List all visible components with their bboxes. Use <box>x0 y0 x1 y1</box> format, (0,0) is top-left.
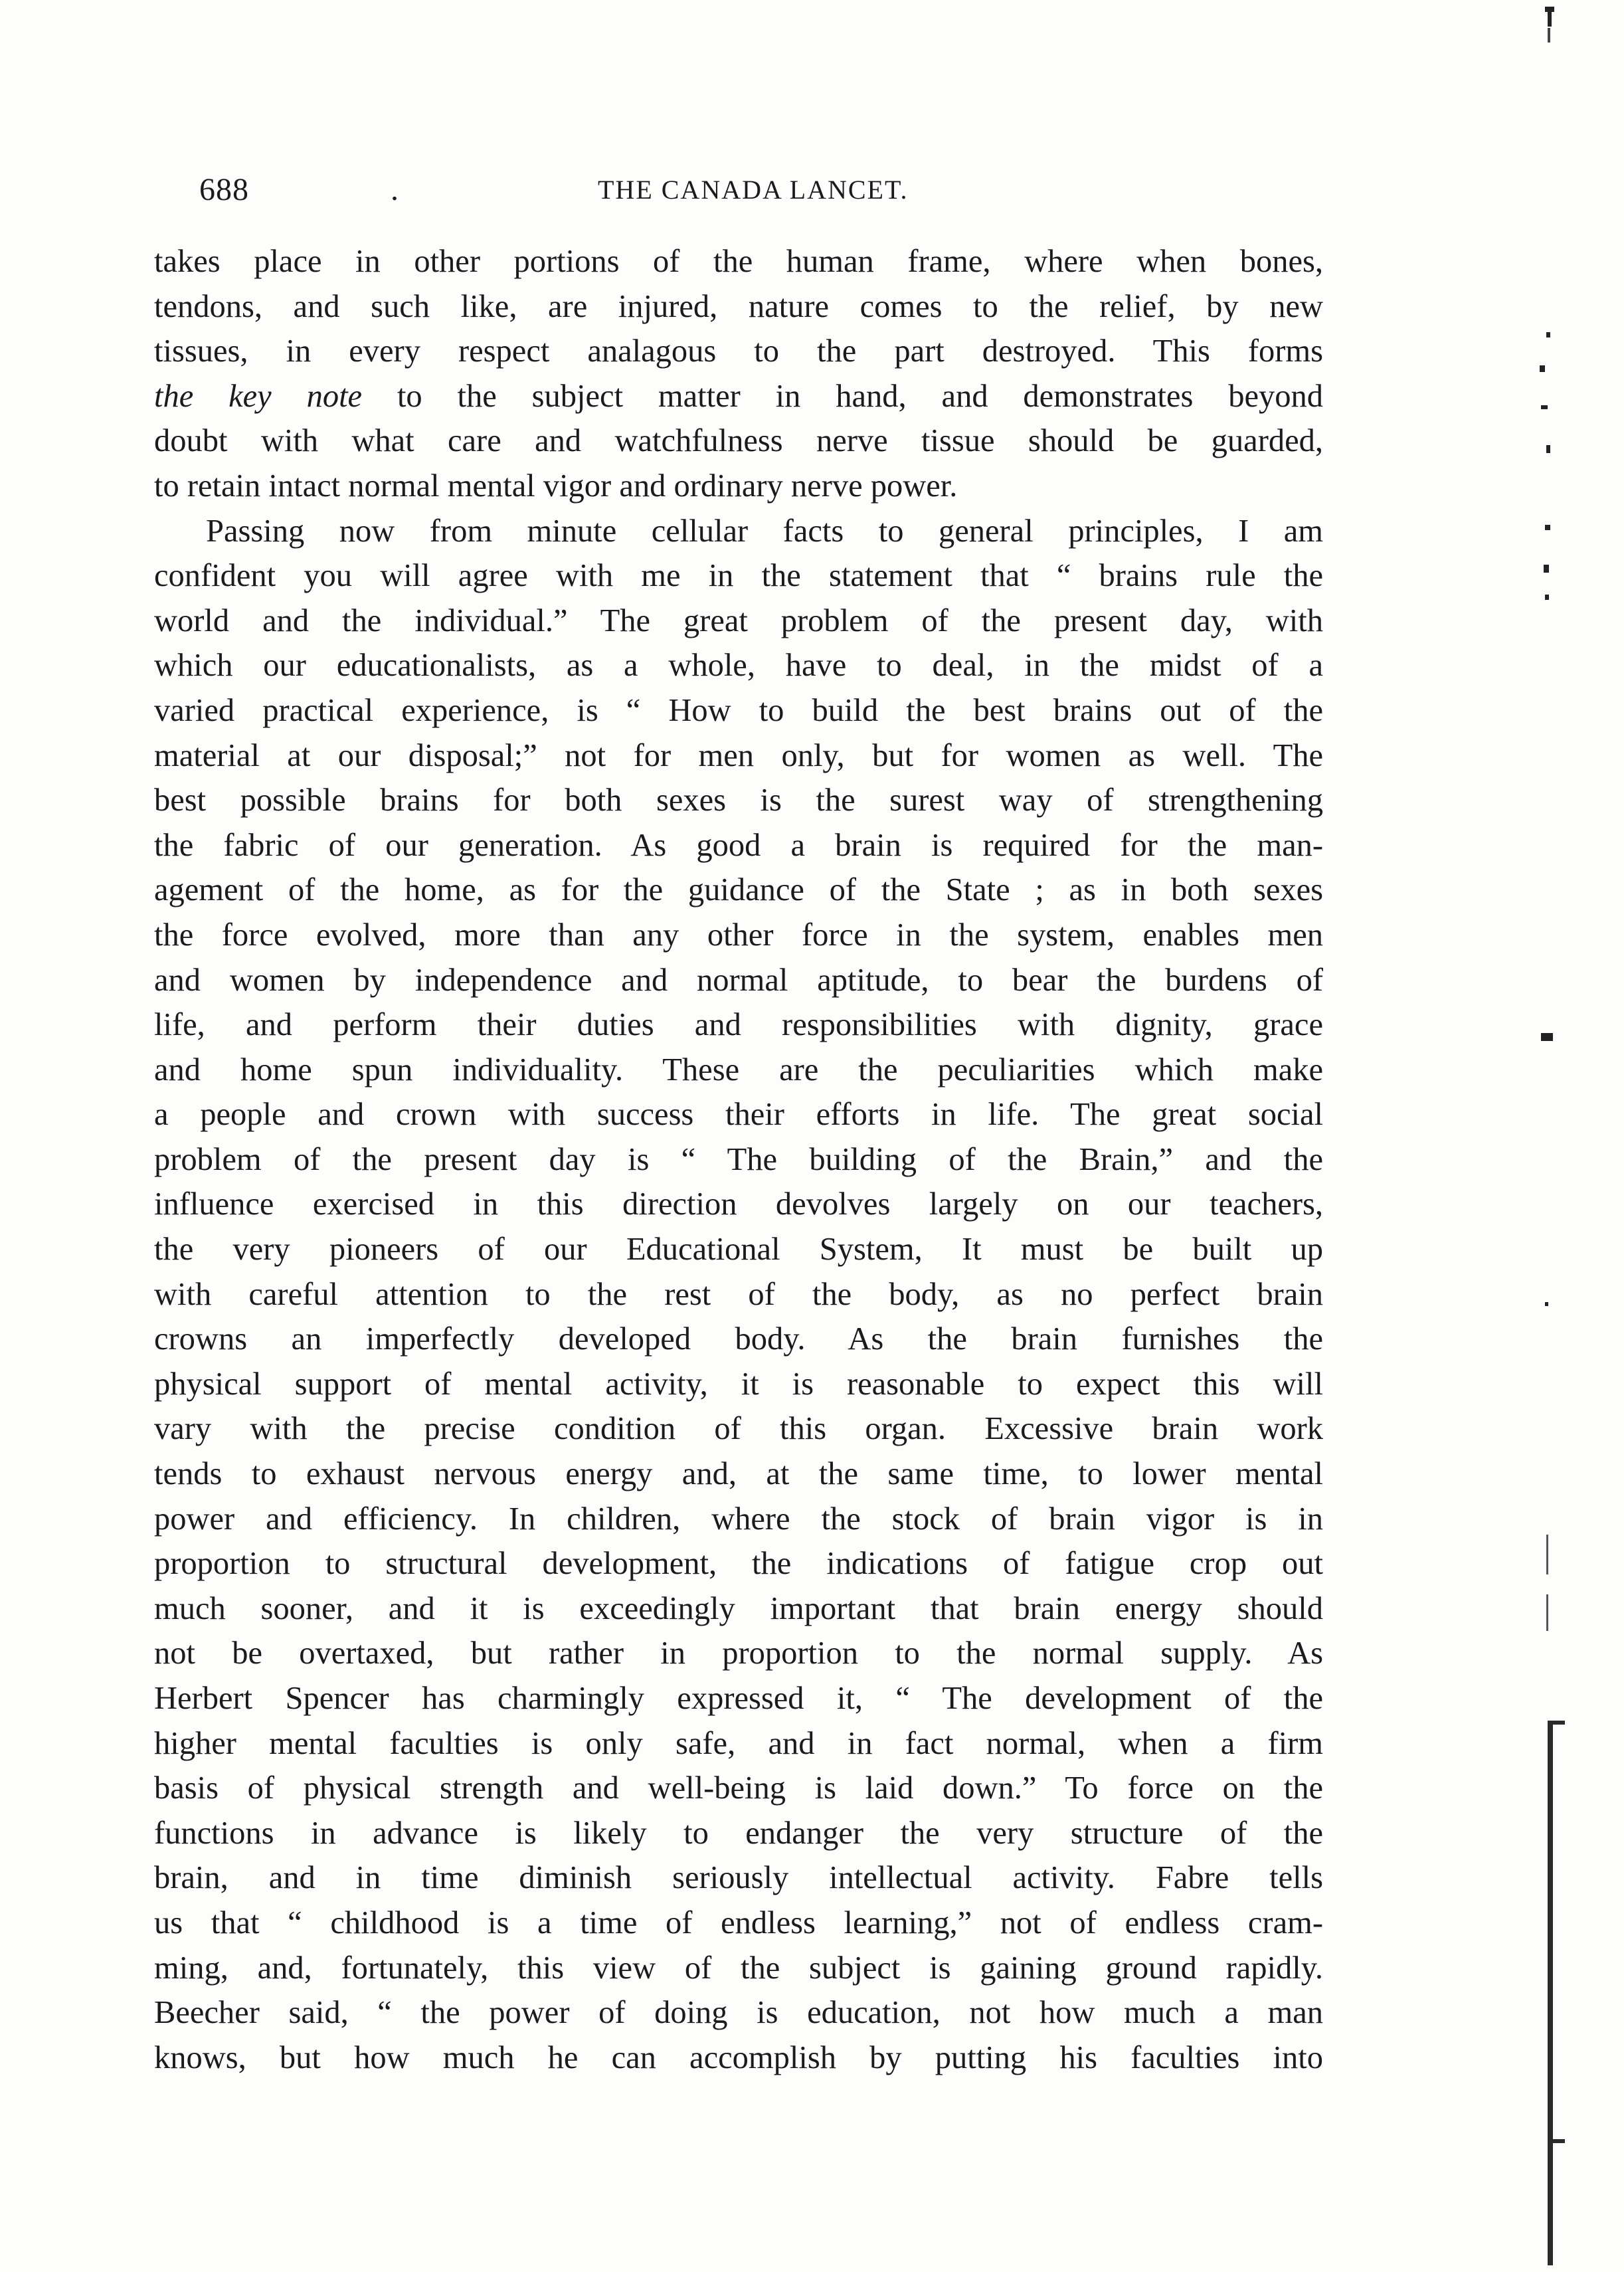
text-line: tends to exhaust nervous energy and, at the same time, to lower mental <box>154 1456 1323 1492</box>
text-line: the very pioneers of our Educational System, It must be built up <box>154 1232 1323 1268</box>
scan-artifact-mark <box>1540 365 1545 372</box>
scan-artifact-mark <box>1545 525 1550 530</box>
text-line: functions in advance is likely to endanger the very structure of the <box>154 1815 1323 1851</box>
text-line: us that “ childhood is a time of endless learning,” not of endless cram- <box>154 1905 1323 1941</box>
text-line: influence exercised in this direction devolves largely on our teachers, <box>154 1186 1323 1222</box>
text-line: life, and perform their duties and responsibilities with dignity, grace <box>154 1007 1323 1043</box>
scan-artifact-mark <box>1545 1302 1548 1306</box>
page-header <box>199 171 1328 218</box>
text-line: material at our disposal;” not for men only, but for women as well. The <box>154 737 1323 773</box>
text-line: varied practical experience, is “ How to build the best brains out of the <box>154 692 1323 728</box>
text-line: higher mental faculties is only safe, and in fact normal, when a firm <box>154 1725 1323 1761</box>
text-line: not be overtaxed, but rather in proportion to the normal supply. As <box>154 1636 1323 1671</box>
text-line: the force evolved, more than any other force in the system, enables men <box>154 917 1323 953</box>
text-line: much sooner, and it is exceedingly important that brain energy should <box>154 1590 1323 1626</box>
text-line: best possible brains for both sexes is the surest way of strengthening <box>154 783 1323 818</box>
scan-margin-bar-notch <box>1548 2139 1565 2143</box>
text-line: Beecher said, “ the power of doing is education, not how much a man <box>154 1995 1323 2031</box>
text-line: problem of the present day is “ The building of the Brain,” and the <box>154 1141 1323 1177</box>
scan-artifact-mark <box>1541 1033 1553 1041</box>
text-line: brain, and in time diminish seriously intellectual activity. Fabre tells <box>154 1860 1323 1896</box>
scan-margin-bar-notch <box>1548 1721 1565 1725</box>
text-line: tendons, and such like, are injured, nature comes to the relief, by new <box>154 288 1323 324</box>
text-line: crowns an imperfectly developed body. As the brain furnishes the <box>154 1321 1323 1357</box>
text-line: which our educationalists, as a whole, have to deal, in the midst of a <box>154 648 1323 684</box>
scan-artifact-mark <box>1548 28 1550 43</box>
text-line: physical support of mental activity, it is reasonable to expect this will <box>154 1366 1323 1402</box>
scan-margin-bar <box>1548 1721 1553 2265</box>
text-line: and home spun individuality. These are the peculiarities which make <box>154 1052 1323 1088</box>
scan-artifact-mark <box>1545 595 1549 600</box>
text-line: takes place in other portions of the human frame, where when bones, <box>154 244 1323 279</box>
paragraph-1 <box>154 239 1323 509</box>
text-line: tissues, in every respect analagous to the part destroyed. This forms <box>154 333 1323 369</box>
text-line: proportion to structural development, the indications of fatigue crop out <box>154 1546 1323 1582</box>
scan-artifact-mark <box>1546 445 1550 453</box>
scan-artifact-mark <box>1546 332 1550 337</box>
text-line: world and the individual.” The great problem of the present day, with <box>154 603 1323 638</box>
text-line-rest: to the subject matter in hand, and demonstrates beyond <box>397 378 1323 414</box>
text-line: and women by independence and normal aptitude, to bear the burdens of <box>154 962 1323 998</box>
scan-artifact-mark <box>1546 1594 1548 1631</box>
text-line: agement of the home, as for the guidance of the State ; as in both sexes <box>154 872 1323 908</box>
running-title: THE CANADA LANCET. <box>598 175 909 205</box>
text-line: doubt with what care and watchfulness nerve tissue should be guarded, <box>154 423 1323 459</box>
text-line: power and efficiency. In children, where the stock of brain vigor is in <box>154 1501 1323 1537</box>
scan-artifact-mark <box>1544 565 1549 573</box>
italic-phrase: the key note <box>154 378 363 414</box>
scan-artifact-mark <box>1546 1535 1548 1574</box>
text-line: Herbert Spencer has charmingly expressed it, “ The development of the <box>154 1681 1323 1716</box>
text-line-with-italic <box>154 374 1323 419</box>
text-line: Passing now from minute cellular facts to general principles, I am <box>206 513 1323 549</box>
scan-artifact-mark <box>1545 7 1554 12</box>
text-line: with careful attention to the rest of the body, as no perfect brain <box>154 1276 1323 1312</box>
article-body <box>154 239 1323 2080</box>
text-line: basis of physical strength and well-being is laid down.” To force on the <box>154 1770 1323 1806</box>
text-line: to retain intact normal mental vigor and ordinary nerve power. <box>154 468 958 504</box>
text-line: a people and crown with success their efforts in life. The great social <box>154 1097 1323 1133</box>
text-line: the fabric of our generation. As good a brain is required for the man- <box>154 827 1323 863</box>
paragraph-2 <box>154 509 1323 2081</box>
header-separator: . <box>391 172 399 207</box>
text-line: confident you will agree with me in the statement that “ brains rule the <box>154 558 1323 594</box>
page-number: 688 <box>199 172 249 207</box>
text-line: ming, and, fortunately, this view of the subject is gaining ground rapidly. <box>154 1950 1323 1986</box>
scan-artifact-mark <box>1541 405 1548 409</box>
text-line: vary with the precise condition of this organ. Excessive brain work <box>154 1411 1323 1447</box>
text-line: knows, but how much he can accomplish by putting his faculties into <box>154 2039 1323 2075</box>
